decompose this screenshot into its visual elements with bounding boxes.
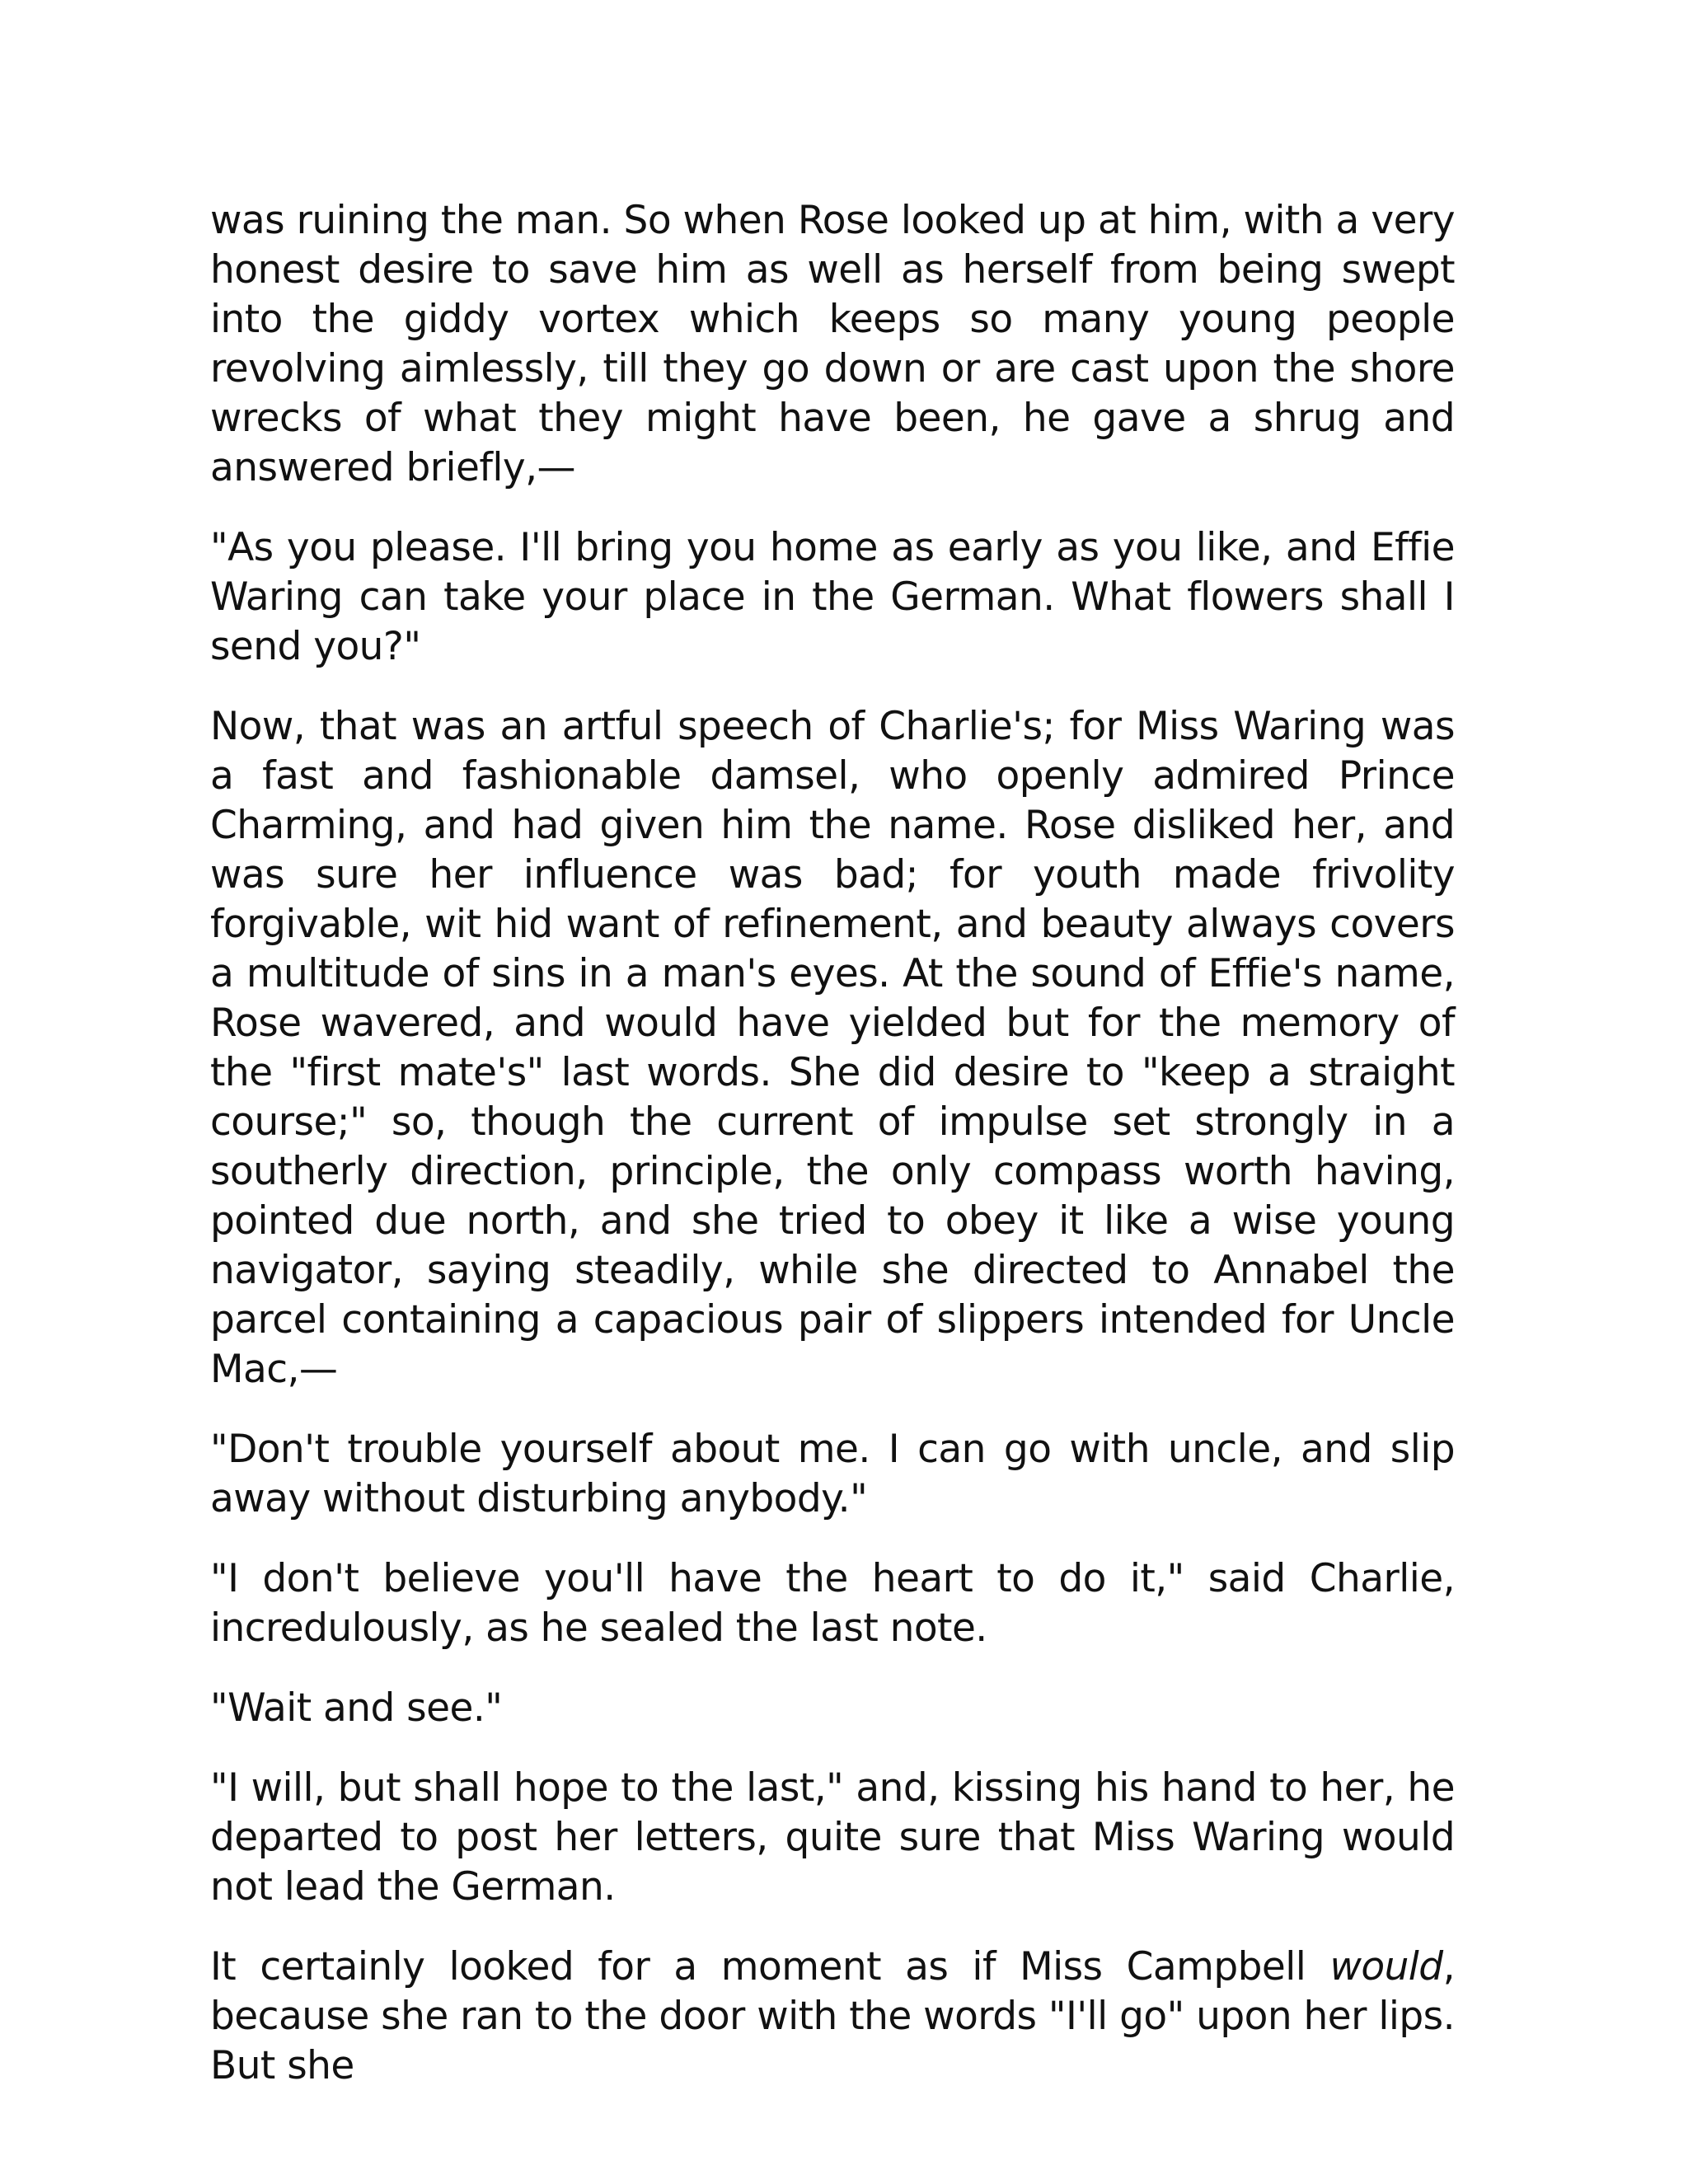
paragraph-3: Now, that was an artful speech of Charlie's; for Miss Waring was a fast and fashionable damsel, who openly admired Prince Charming, and had given him the name. Rose disliked her, and was sure her influence was bad; for youth made frivolity forgivable, wit hid want of refinement, and beauty always covers a multitude of sins in a man's eyes. At the sound of Effie's name, Rose wavered, and would have yielded but for the memory of the "first mate's" last words. She did desire to "keep a straight course;" so, though the current of impulse set strongly in a southerly direction, principle, the only compass worth having, pointed due north, and she tried to obey it like a wise young navigator, saying steadily, while she directed to Annabel the parcel containing a capacious pair of slippers intended for Uncle Mac,— <box>210 704 1455 1392</box>
paragraph-8-after: , because she ran to the door with the words "I'll go" upon her lips. But she <box>210 1944 1455 2088</box>
paragraph-4: "Don't trouble yourself about me. I can go with uncle, and slip away without disturbing anybody." <box>210 1427 1455 1521</box>
paragraph-8-before: It certainly looked for a moment as if Miss Campbell <box>210 1944 1330 1990</box>
document-page <box>210 196 1455 2091</box>
paragraph-7: "I will, but shall hope to the last," and, kissing his hand to her, he departed to post her letters, quite sure that Miss Waring would not lead the German. <box>210 1765 1455 1910</box>
paragraph-1: was ruining the man. So when Rose looked up at him, with a very honest desire to save him as well as herself from being swept into the giddy vortex which keeps so many young people revolving aimlessly, till they go down or are cast upon the shore wrecks of what they might have been, he gave a shrug and answered briefly,— <box>210 198 1455 490</box>
paragraph-2: "As you please. I'll bring you home as early as you like, and Effie Waring can take your place in the German. What flowers shall I send you?" <box>210 525 1455 669</box>
emphasis-word: would <box>1329 1944 1443 1990</box>
paragraph-8 <box>210 1943 1455 2091</box>
paragraph-6: "Wait and see." <box>210 1685 503 1731</box>
paragraph-5: "I don't believe you'll have the heart to do it," said Charlie, incredulously, as he sealed the last note. <box>210 1556 1455 1651</box>
